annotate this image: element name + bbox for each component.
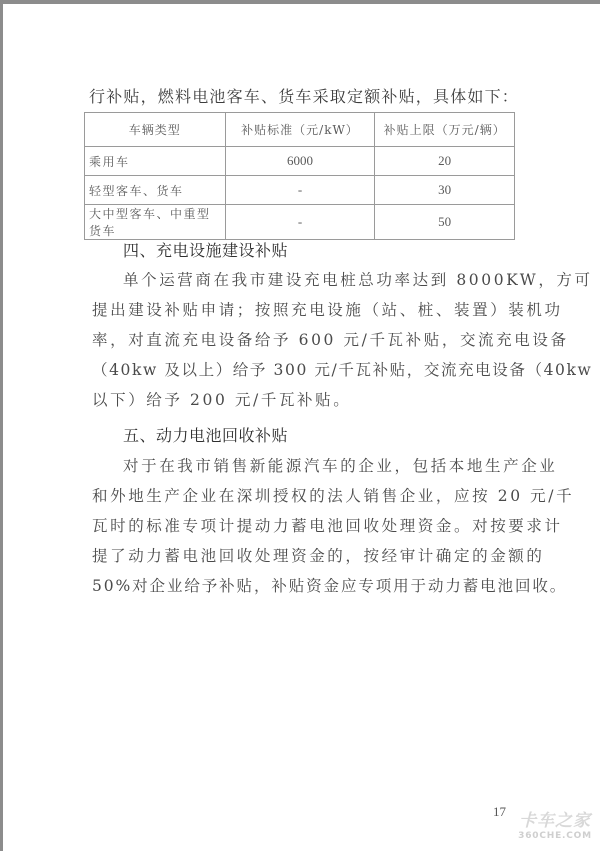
table-row: [85, 147, 515, 176]
page-number: 17: [493, 804, 506, 819]
watermark-en: 360CHE.COM: [518, 831, 592, 841]
cell-subsidy-standard: -: [225, 205, 375, 240]
section5-line: 50%对企业给予补贴，补贴资金应专项用于动力蓄电池回收。: [92, 577, 568, 595]
section4-line: 以下）给予 200 元/千瓦补贴。: [92, 391, 352, 409]
header-subsidy-standard: 补贴标准（元/kW）: [225, 113, 375, 147]
cell-subsidy-standard: 6000: [225, 147, 375, 176]
table-header-row: [85, 113, 515, 147]
section4-line: （40kw 及以上）给予 300 元/千瓦补贴，交流充电设备（40kw: [92, 361, 593, 379]
section5-line: 提了动力蓄电池回收处理资金的，按经审计确定的金额的: [92, 547, 545, 565]
section5-line: 瓦时的标准专项计提动力蓄电池回收处理资金。对按要求计: [92, 517, 563, 535]
cell-subsidy-standard: -: [225, 176, 375, 205]
table-row: [85, 176, 515, 205]
cell-vehicle-type: 大中型客车、中重型货车: [85, 205, 226, 240]
subsidy-table: [84, 112, 515, 240]
section4-heading: 四、充电设施建设补贴: [123, 241, 289, 260]
cell-subsidy-cap: 20: [375, 147, 515, 176]
watermark-logo: [513, 812, 597, 842]
section4-line: 率，对直流充电设备给予 600 元/千瓦补贴，交流充电设备: [92, 331, 569, 349]
intro-line: 行补贴，燃料电池客车、货车采取定额补贴，具体如下：: [89, 87, 520, 106]
section4-line: 单个运营商在我市建设充电桩总功率达到 8000KW，方可: [123, 271, 593, 289]
cell-vehicle-type: 轻型客车、货车: [85, 176, 226, 205]
cell-subsidy-cap: 30: [375, 176, 515, 205]
section5-heading: 五、动力电池回收补贴: [123, 426, 289, 445]
section5-line: 和外地生产企业在深圳授权的法人销售企业，应按 20 元/千: [92, 487, 575, 505]
cell-subsidy-cap: 50: [375, 205, 515, 240]
table-row: [85, 205, 515, 240]
watermark-cn: 卡车之家: [519, 811, 591, 831]
header-vehicle-type: 车辆类型: [85, 113, 226, 147]
section4-line: 提出建设补贴申请；按照充电设施（站、桩、装置）装机功: [92, 301, 563, 319]
section5-line: 对于在我市销售新能源汽车的企业，包括本地生产企业: [123, 457, 558, 475]
cell-vehicle-type: 乘用车: [85, 147, 226, 176]
header-subsidy-cap: 补贴上限（万元/辆）: [375, 113, 515, 147]
